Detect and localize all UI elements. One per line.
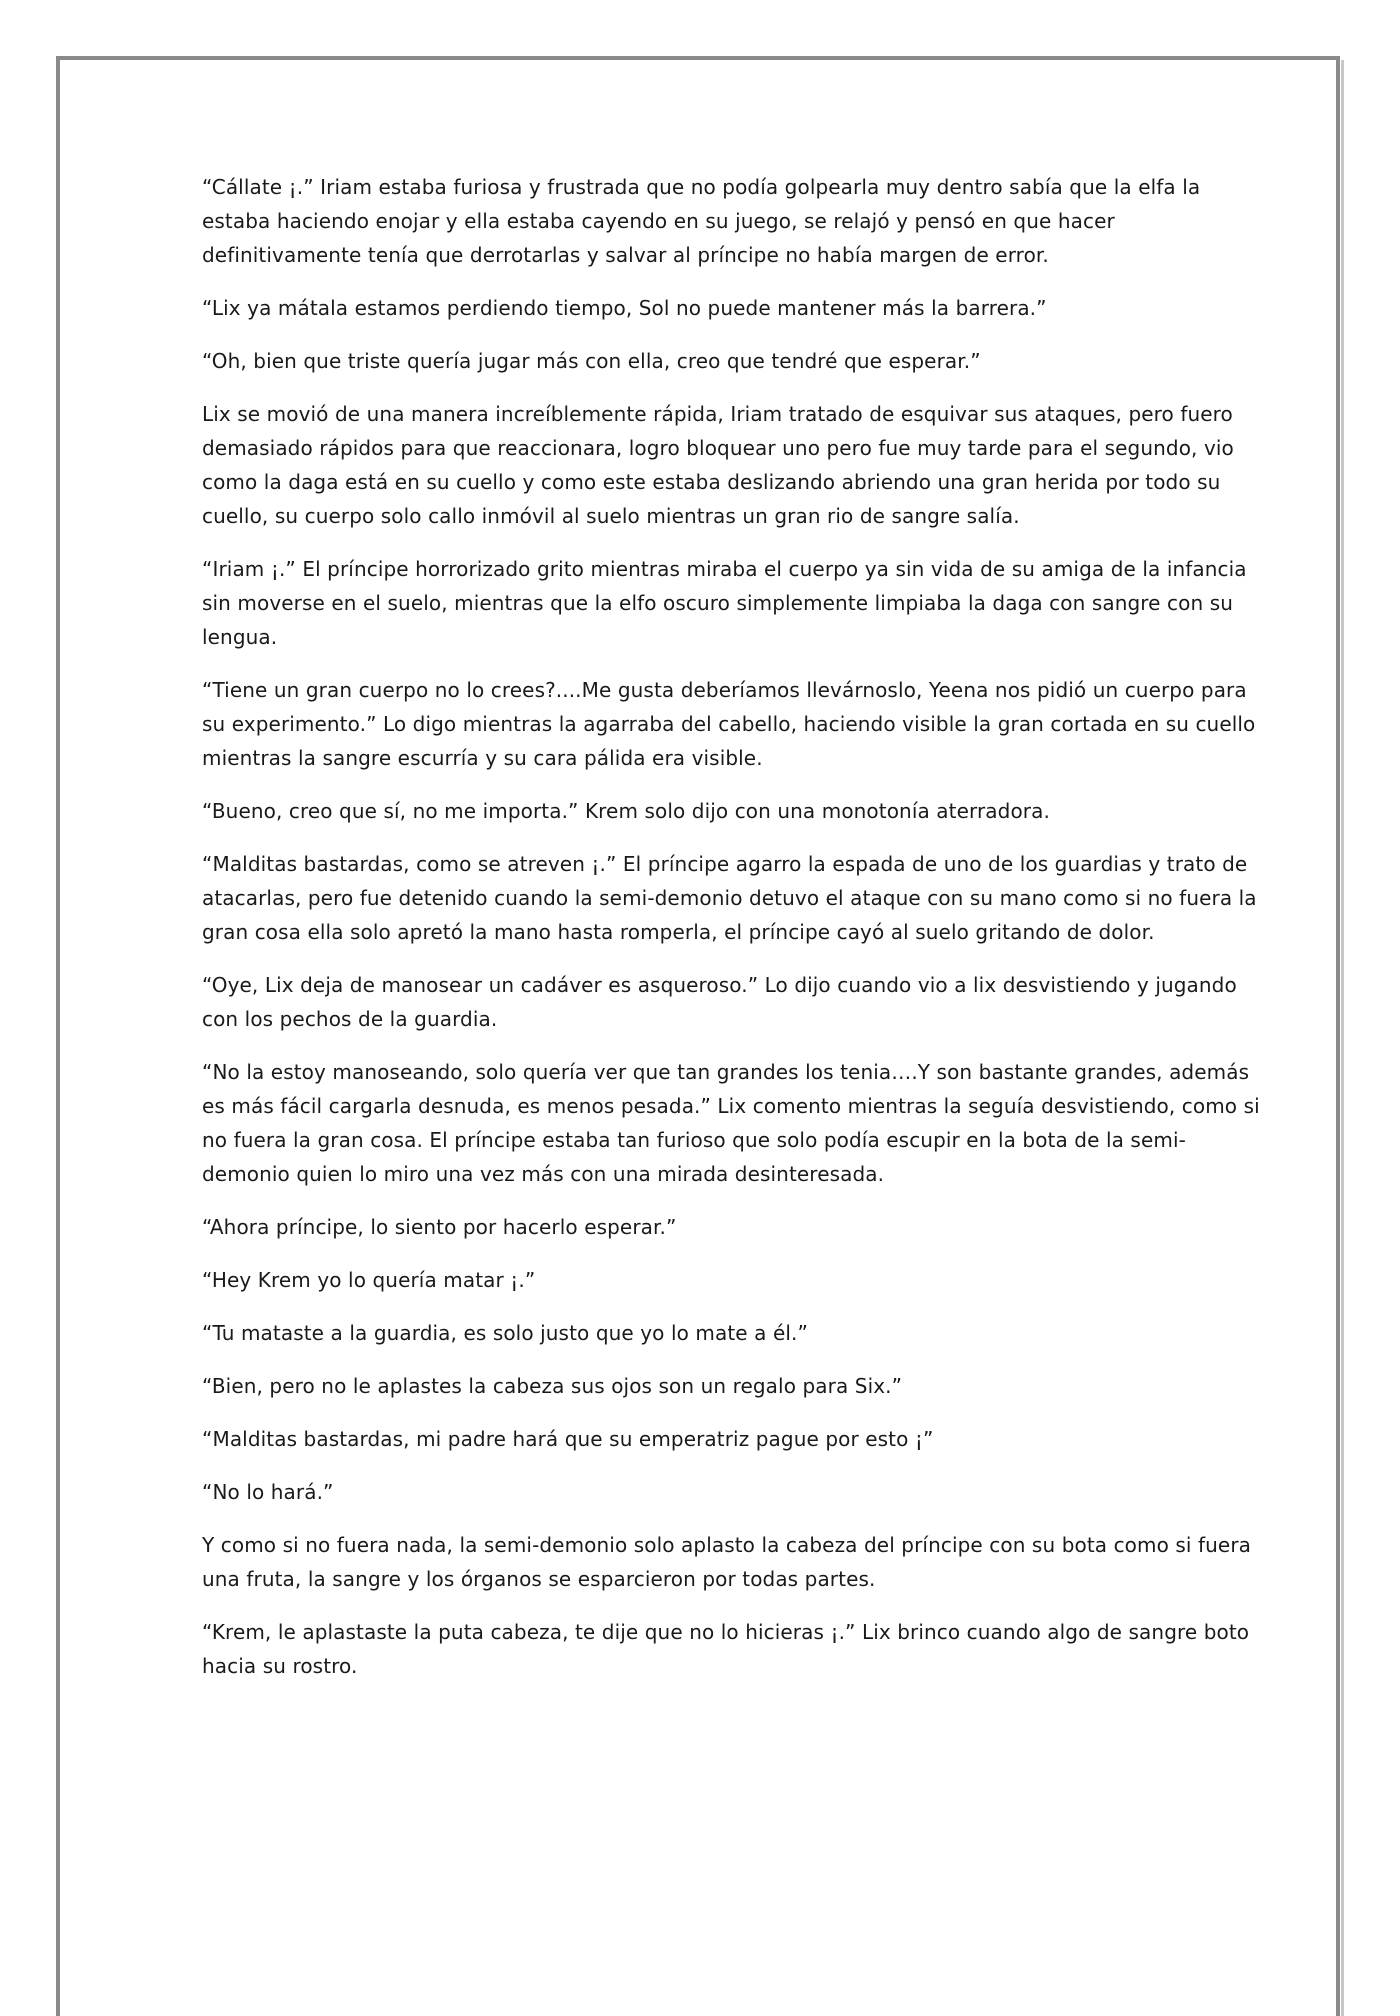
paragraph: “Tu mataste a la guardia, es solo justo que yo lo mate a él.” [202,1321,808,1345]
paragraph: “Cállate ¡.” Iriam estaba furiosa y frustrada que no podía golpearla muy dentro sabía que la elfa la estaba haciendo enojar y ella estaba cayendo en su juego, se relajó y pensó en que hacer definitivamente tenía que derrotarlas y salvar al príncipe no había margen de error. [202,175,1201,267]
paragraph: “Hey Krem yo lo quería matar ¡.” [202,1268,536,1292]
paragraph: “Krem, le aplastaste la puta cabeza, te dije que no lo hicieras ¡.” Lix brinco cuando algo de sangre boto hacia su rostro. [202,1620,1250,1678]
paragraph: “Oh, bien que triste quería jugar más con ella, creo que tendré que esperar.” [202,349,981,373]
document-body [202,170,1272,1702]
paragraph: Y como si no fuera nada, la semi-demonio solo aplasto la cabeza del príncipe con su bota como si fuera una fruta, la sangre y los órganos se esparcieron por todas partes. [202,1533,1252,1591]
paragraph: “Tiene un gran cuerpo no lo crees?....Me gusta deberíamos llevárnoslo, Yeena nos pidió un cuerpo para su experimento.” Lo digo mientras la agarraba del cabello, haciendo visible la gran cortada en su cuello mientras la sangre escurría y su cara pálida era visible. [202,678,1256,770]
paragraph: “No la estoy manoseando, solo quería ver que tan grandes los tenia….Y son bastante grandes, además es más fácil cargarla desnuda, es menos pesada.” Lix comento mientras la seguía desvistiendo, como si no fuera la gran cosa. El príncipe estaba tan furioso que solo podía escupir en la bota de la semi-demonio quien lo miro una vez más con una mirada desinteresada. [202,1060,1260,1186]
paragraph: “Ahora príncipe, lo siento por hacerlo esperar.” [202,1215,677,1239]
paragraph: “Iriam ¡.” El príncipe horrorizado grito mientras miraba el cuerpo ya sin vida de su amiga de la infancia sin moverse en el suelo, mientras que la elfo oscuro simplemente limpiaba la daga con sangre con su lengua. [202,557,1247,649]
paragraph: “Oye, Lix deja de manosear un cadáver es asqueroso.” Lo dijo cuando vio a lix desvistiendo y jugando con los pechos de la guardia. [202,973,1237,1031]
paragraph: “Malditas bastardas, como se atreven ¡.” El príncipe agarro la espada de uno de los guardias y trato de atacarlas, pero fue detenido cuando la semi-demonio detuvo el ataque con su mano como si no fuera la gran cosa ella solo apretó la mano hasta romperla, el príncipe cayó al suelo gritando de dolor. [202,852,1257,944]
paragraph: Lix se movió de una manera increíblemente rápida, Iriam tratado de esquivar sus ataques, pero fuero demasiado rápidos para que reaccionara, logro bloquear uno pero fue muy tarde para el segundo, vio como la daga está en su cuello y como este estaba deslizando abriendo una gran herida por todo su cuello, su cuerpo solo callo inmóvil al suelo mientras un gran rio de sangre salía. [202,402,1234,528]
document-page [56,56,1340,2016]
paragraph: “Lix ya mátala estamos perdiendo tiempo, Sol no puede mantener más la barrera.” [202,296,1047,320]
paragraph: “No lo hará.” [202,1480,334,1504]
paragraph: “Malditas bastardas, mi padre hará que su emperatriz pague por esto ¡” [202,1427,934,1451]
paragraph: “Bueno, creo que sí, no me importa.” Krem solo dijo con una monotonía aterradora. [202,799,1050,823]
paragraph: “Bien, pero no le aplastes la cabeza sus ojos son un regalo para Six.” [202,1374,903,1398]
